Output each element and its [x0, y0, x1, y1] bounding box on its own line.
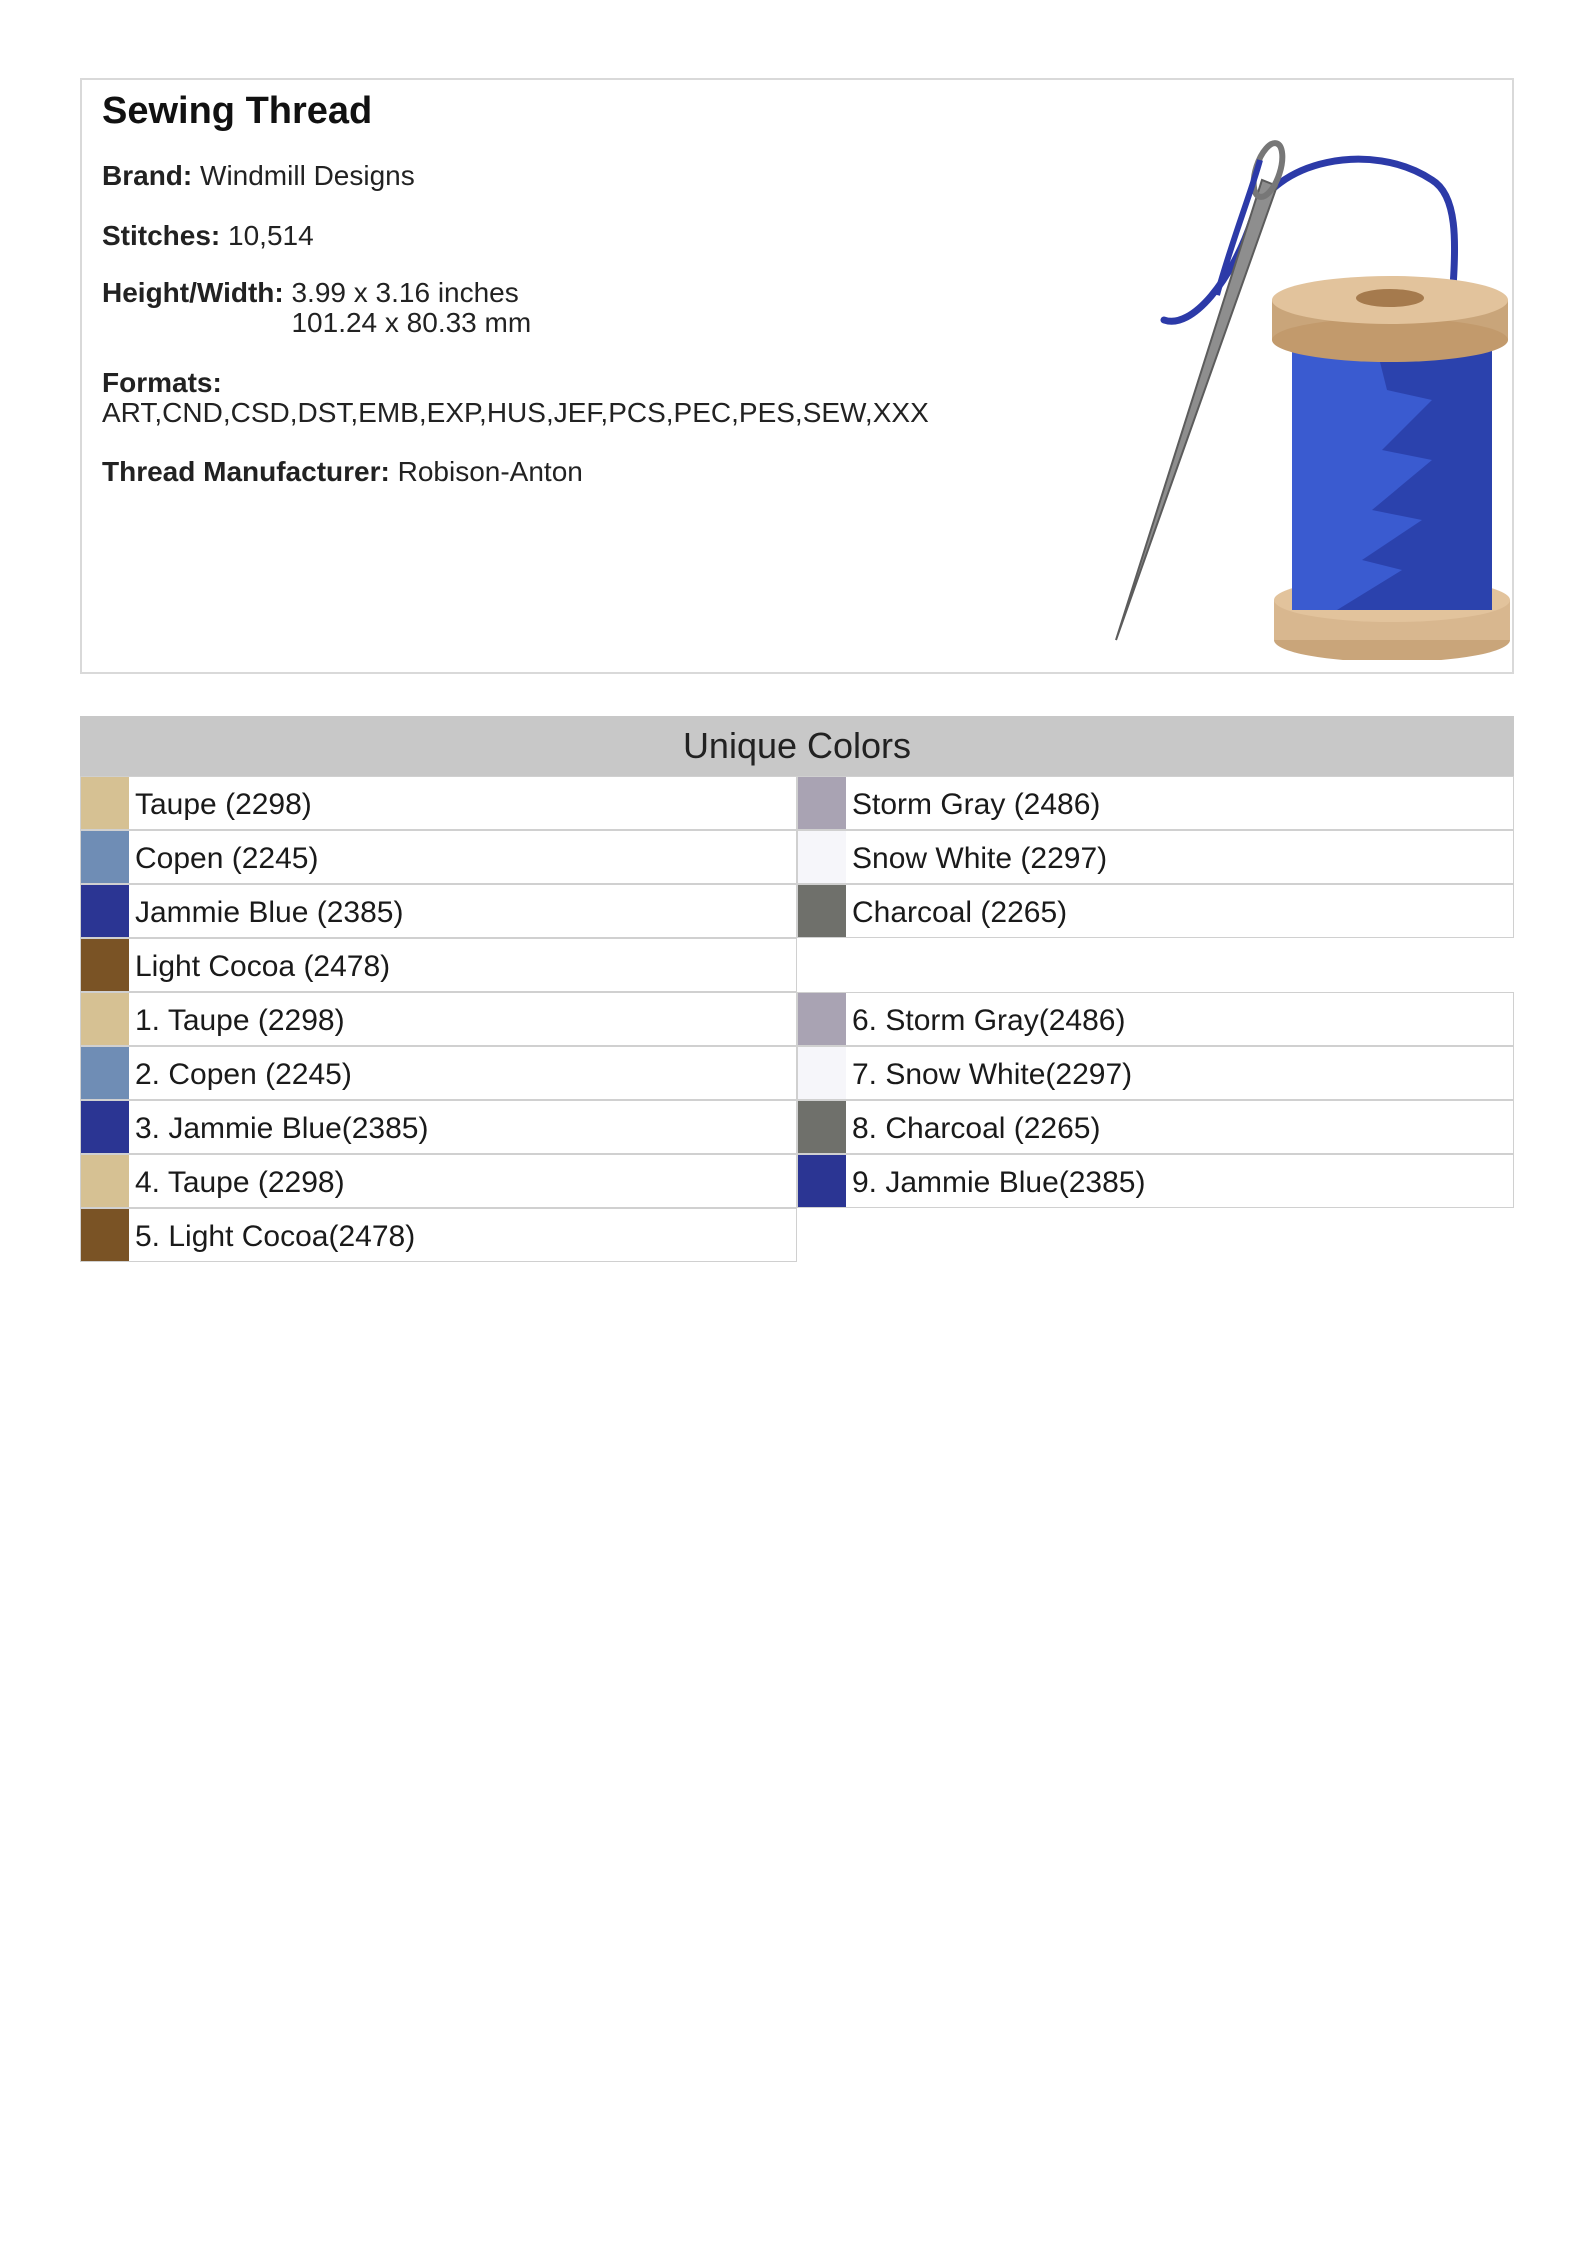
- color-swatch: [81, 1047, 129, 1099]
- color-row: [80, 992, 797, 1046]
- color-row: [80, 1046, 797, 1100]
- unique-colors-header: Unique Colors: [80, 716, 1514, 776]
- color-row: [797, 1100, 1514, 1154]
- design-info-card: [80, 78, 1514, 674]
- color-label: 6. Storm Gray(2486): [852, 1004, 1126, 1037]
- color-row: [797, 884, 1514, 938]
- size-row: [102, 278, 531, 338]
- color-swatch: [81, 1209, 129, 1261]
- color-label: 8. Charcoal (2265): [852, 1112, 1101, 1145]
- formats-value: ART,CND,CSD,DST,EMB,EXP,HUS,JEF,PCS,PEC,PES,SEW,XXX: [102, 397, 929, 428]
- formats-row: [102, 368, 929, 428]
- color-label: 4. Taupe (2298): [135, 1166, 345, 1199]
- color-swatch: [798, 831, 846, 883]
- color-swatch: [798, 1155, 846, 1207]
- size-mm: 101.24 x 80.33 mm: [291, 307, 532, 338]
- color-row: [80, 1208, 797, 1262]
- color-label: Copen (2245): [135, 842, 319, 875]
- unique-colors-table: [80, 716, 1514, 1316]
- color-label: Snow White (2297): [852, 842, 1108, 875]
- color-row: [80, 1154, 797, 1208]
- design-title: Sewing Thread: [102, 90, 373, 132]
- color-swatch: [81, 939, 129, 991]
- color-swatch: [798, 885, 846, 937]
- color-label: Storm Gray (2486): [852, 788, 1101, 821]
- stitches-label: Stitches:: [102, 220, 221, 251]
- color-label: 9. Jammie Blue(2385): [852, 1166, 1146, 1199]
- color-label: 7. Snow White(2297): [852, 1058, 1133, 1091]
- color-swatch: [81, 1155, 129, 1207]
- color-row: [797, 776, 1514, 830]
- color-label: Jammie Blue (2385): [135, 896, 404, 929]
- color-swatch: [81, 1101, 129, 1153]
- formats-label: Formats:: [102, 367, 222, 398]
- color-row: [80, 1100, 797, 1154]
- color-label: 1. Taupe (2298): [135, 1004, 345, 1037]
- color-swatch: [81, 993, 129, 1045]
- color-swatch: [81, 831, 129, 883]
- color-row: [797, 1154, 1514, 1208]
- size-values: [291, 278, 531, 338]
- color-swatch: [81, 777, 129, 829]
- color-row: [80, 938, 797, 992]
- color-label: Light Cocoa (2478): [135, 950, 391, 983]
- color-swatch: [798, 1101, 846, 1153]
- needle-and-spool-icon: [1112, 100, 1512, 660]
- color-swatch: [798, 777, 846, 829]
- color-row: [797, 830, 1514, 884]
- brand-row: [102, 160, 415, 192]
- color-swatch: [798, 1047, 846, 1099]
- brand-label: Brand:: [102, 160, 193, 191]
- color-row: [797, 992, 1514, 1046]
- thread-label: Thread Manufacturer:: [102, 456, 390, 487]
- brand-value: Windmill Designs: [200, 160, 415, 191]
- color-row: [80, 776, 797, 830]
- thread-row: [102, 456, 583, 488]
- color-label: Charcoal (2265): [852, 896, 1068, 929]
- color-label: 5. Light Cocoa(2478): [135, 1220, 416, 1253]
- thread-value: Robison-Anton: [397, 456, 583, 487]
- color-row: [80, 830, 797, 884]
- color-grid: [80, 776, 1514, 1316]
- color-row: [797, 1046, 1514, 1100]
- stitches-value: 10,514: [228, 220, 314, 251]
- size-inches: 3.99 x 3.16 inches: [291, 277, 519, 308]
- stitches-row: [102, 220, 314, 252]
- color-swatch: [798, 993, 846, 1045]
- color-swatch: [81, 885, 129, 937]
- color-label: Taupe (2298): [135, 788, 312, 821]
- size-label: Height/Width:: [102, 277, 284, 308]
- color-label: 3. Jammie Blue(2385): [135, 1112, 429, 1145]
- color-row: [80, 884, 797, 938]
- color-label: 2. Copen (2245): [135, 1058, 352, 1091]
